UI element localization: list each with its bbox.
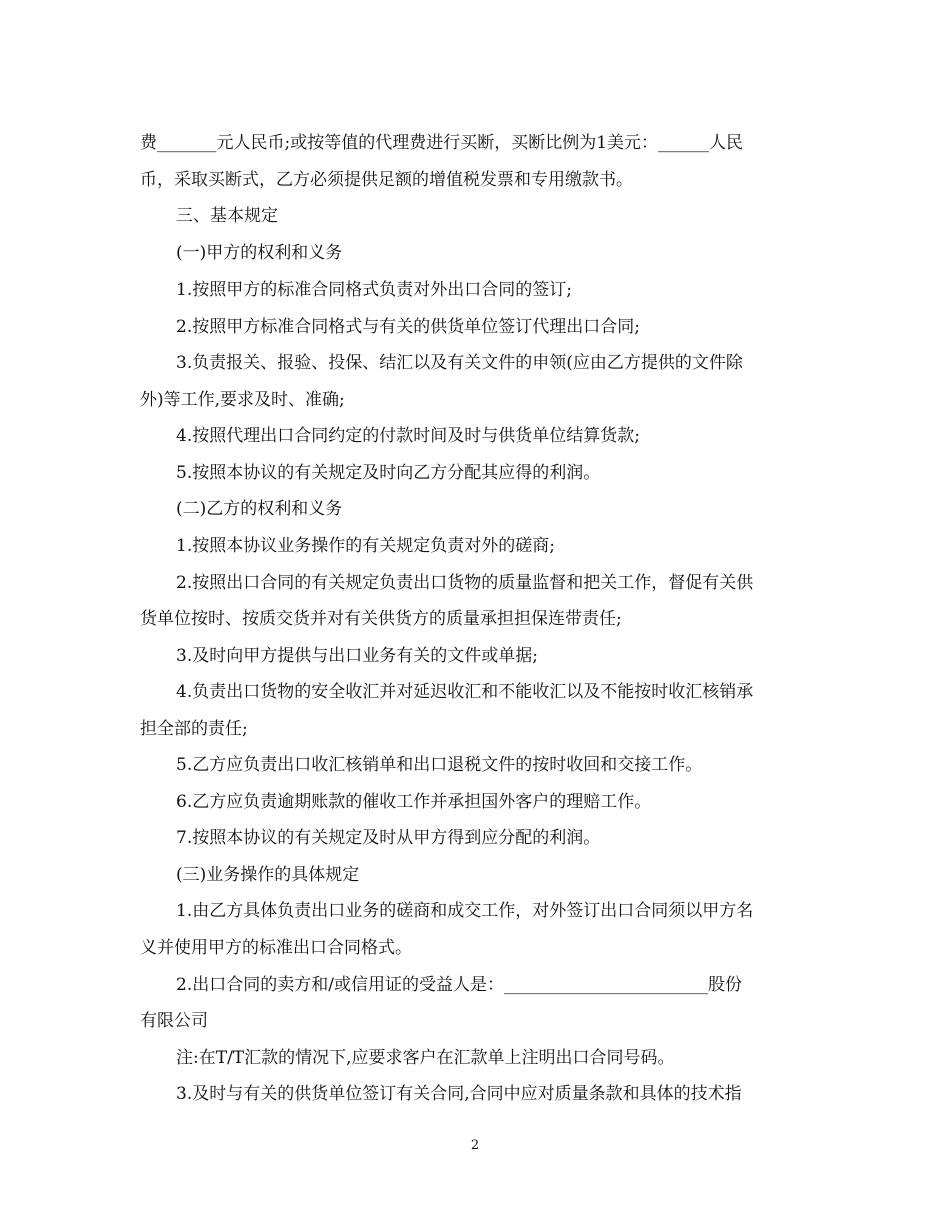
text-line: 3.及时向甲方提供与出口业务有关的文件或单据;: [176, 646, 538, 666]
text-line: 注:在T/T汇款的情况下,应要求客户在汇款单上注明出口合同号码。: [176, 1048, 675, 1068]
text-line: 费_______元人民币;或按等值的代理费进行买断，买断比例为1美元：______人民: [140, 133, 744, 153]
text-line: 外)等工作,要求及时、准确;: [140, 390, 345, 410]
text-line: 5.乙方应负责出口收汇核销单和出口退税文件的按时收回和交接工作。: [176, 755, 703, 775]
text-line: 货单位按时、按质交货并对有关供货方的质量承担担保连带责任;: [140, 609, 622, 629]
text-line: 6.乙方应负责逾期账款的催收工作并承担国外客户的理赔工作。: [176, 792, 652, 812]
text-line: 币，采取买断式，乙方必须提供足额的增值税发票和专用缴款书。: [140, 170, 633, 190]
subsection-heading: (一)甲方的权利和义务: [176, 243, 343, 263]
section-heading: 三、基本规定: [176, 206, 278, 226]
subsection-heading: (三)业务操作的具体规定: [176, 865, 360, 885]
text-line: 1.按照甲方的标准合同格式负责对外出口合同的签订;: [176, 280, 572, 300]
text-line: 3.负责报关、报验、投保、结汇以及有关文件的申领(应由乙方提供的文件除: [176, 353, 743, 373]
text-line: 4.负责出口货物的安全收汇并对延迟收汇和不能收汇以及不能按时收汇核销承: [176, 682, 754, 702]
text-line: 义并使用甲方的标准出口合同格式。: [140, 938, 412, 958]
text-line: 担全部的责任;: [140, 719, 248, 739]
text-line: 2.按照出口合同的有关规定负责出口货物的质量监督和把关工作，督促有关供: [176, 573, 754, 593]
text-line: 1.按照本协议业务操作的有关规定负责对外的磋商;: [176, 536, 555, 556]
text-line: 7.按照本协议的有关规定及时从甲方得到应分配的利润。: [176, 828, 601, 848]
text-line: 3.及时与有关的供货单位签订有关合同,合同中应对质量条款和具体的技术指: [176, 1084, 742, 1104]
text-line: 2.出口合同的卖方和/或信用证的受益人是：________________________股份: [176, 975, 742, 995]
text-line: 2.按照甲方标准合同格式与有关的供货单位签订代理出口合同;: [176, 317, 640, 337]
text-line: 有限公司: [140, 1011, 208, 1031]
text-line: 5.按照本协议的有关规定及时向乙方分配其应得的利润。: [176, 463, 601, 483]
page-number: 2: [470, 1138, 480, 1153]
subsection-heading: (二)乙方的权利和义务: [176, 499, 343, 519]
text-line: 4.按照代理出口合同约定的付款时间及时与供货单位结算货款;: [176, 426, 640, 446]
text-line: 1.由乙方具体负责出口业务的磋商和成交工作，对外签订出口合同须以甲方名: [176, 901, 754, 921]
